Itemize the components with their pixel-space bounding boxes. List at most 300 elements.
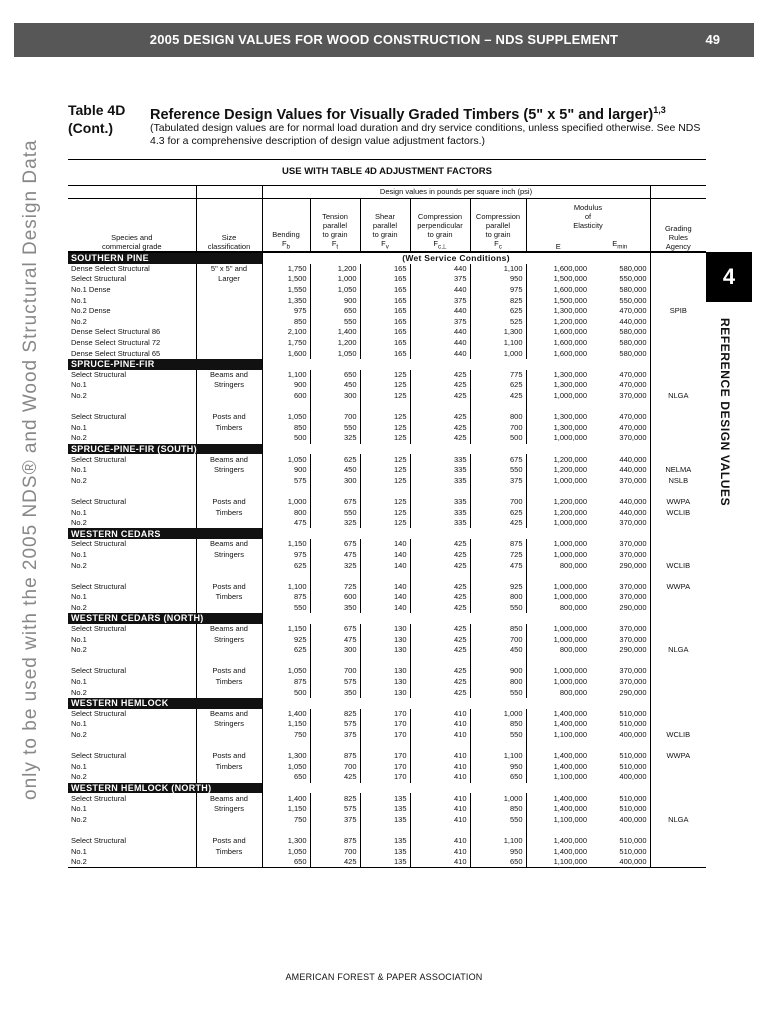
col-bending-sym: F bbox=[281, 238, 287, 248]
value-cell: 500 bbox=[262, 433, 310, 444]
value-cell: 1,200,000 bbox=[526, 454, 590, 465]
value-cell: 600 bbox=[262, 391, 310, 402]
value-cell: 510,000 bbox=[619, 846, 647, 856]
section-note bbox=[262, 359, 650, 370]
section-header-row bbox=[68, 252, 706, 264]
value-cell: 825 bbox=[470, 295, 526, 306]
value-cell: 400,000 bbox=[619, 730, 647, 740]
agency-cell bbox=[650, 338, 706, 349]
value-cell: 625 bbox=[470, 380, 526, 391]
spacer-cell bbox=[526, 825, 590, 836]
header-band bbox=[14, 23, 754, 57]
table-header bbox=[68, 186, 706, 253]
col-comp-par-sub: c bbox=[498, 243, 502, 250]
col-size bbox=[196, 199, 262, 253]
value-cell: 140 bbox=[360, 550, 410, 561]
section-note bbox=[262, 528, 650, 539]
table-title bbox=[150, 101, 710, 124]
value-cell: 170 bbox=[360, 751, 410, 762]
table-number-line2: (Cont.) bbox=[68, 120, 114, 136]
size-cell: Posts and bbox=[196, 751, 262, 762]
spacer-cell bbox=[360, 571, 410, 582]
value-cell: 1,500 bbox=[262, 274, 310, 285]
size-cell: Timbers bbox=[196, 507, 262, 518]
table-row bbox=[68, 751, 706, 762]
table-row bbox=[68, 677, 706, 688]
value-cell: 550 bbox=[470, 814, 526, 825]
col-size-l1: Size bbox=[221, 233, 237, 242]
table-row bbox=[68, 560, 706, 571]
group-spacer bbox=[68, 401, 706, 412]
col-shear-sym: F bbox=[381, 238, 386, 248]
col-size-l2: classification bbox=[207, 242, 251, 251]
header-blank bbox=[68, 186, 196, 199]
value-cell: 1,400,000 bbox=[526, 846, 590, 857]
agency-cell bbox=[650, 433, 706, 444]
value-cell: 470,000 bbox=[619, 380, 647, 390]
grade-cell: No.1 Dense bbox=[71, 285, 111, 295]
section-header: SOUTHERN PINE bbox=[68, 252, 262, 264]
value-cell: 170 bbox=[360, 719, 410, 730]
agency-cell bbox=[650, 772, 706, 783]
value-cell: 1,100 bbox=[262, 370, 310, 381]
value-cell: 800 bbox=[470, 592, 526, 603]
size-cell bbox=[196, 560, 262, 571]
size-cell bbox=[196, 327, 262, 338]
value-cell: 410 bbox=[410, 857, 470, 868]
grade-cell: No.2 bbox=[71, 602, 87, 612]
value-cell: 425 bbox=[410, 645, 470, 656]
value-cell: 900 bbox=[310, 295, 360, 306]
col-agency-l2: Rules bbox=[668, 233, 688, 242]
grade-cell: Select Structural bbox=[71, 624, 127, 634]
value-cell: 875 bbox=[262, 677, 310, 688]
value-cell: 165 bbox=[360, 264, 410, 275]
table-number-line1: Table 4D bbox=[68, 102, 126, 118]
size-cell bbox=[196, 518, 262, 529]
col-emin-sub: min bbox=[617, 243, 628, 250]
value-cell: 1,000,000 bbox=[526, 581, 590, 592]
value-cell: 440,000 bbox=[619, 465, 647, 475]
size-cell: Stringers bbox=[196, 719, 262, 730]
value-cell: 925 bbox=[262, 634, 310, 645]
size-cell bbox=[196, 348, 262, 359]
size-cell: Timbers bbox=[196, 846, 262, 857]
col-comp-par-l1: Compression bbox=[475, 211, 521, 221]
value-cell: 650 bbox=[470, 772, 526, 783]
value-cell: 440 bbox=[410, 264, 470, 275]
value-cell: 1,400 bbox=[310, 327, 360, 338]
size-cell: Posts and bbox=[196, 497, 262, 508]
table-row bbox=[68, 719, 706, 730]
value-cell: 550 bbox=[470, 603, 526, 614]
size-cell: Posts and bbox=[196, 666, 262, 677]
value-cell: 375 bbox=[310, 730, 360, 741]
value-cell: 800 bbox=[470, 677, 526, 688]
value-cell: 1,400,000 bbox=[526, 709, 590, 720]
spacer-cell bbox=[410, 740, 470, 751]
agency-cell bbox=[650, 295, 706, 306]
size-cell: 5" x 5" and bbox=[196, 264, 262, 275]
value-cell: 470,000 bbox=[619, 369, 647, 379]
value-cell: 130 bbox=[360, 624, 410, 635]
spacer-cell bbox=[470, 825, 526, 836]
header-blank bbox=[196, 186, 262, 199]
table-row bbox=[68, 624, 706, 635]
table-row bbox=[68, 645, 706, 656]
spacer-cell bbox=[410, 401, 470, 412]
spacer-cell bbox=[68, 401, 196, 412]
value-cell: 550 bbox=[470, 687, 526, 698]
section-agency-blank bbox=[650, 698, 706, 709]
chapter-tab-label: REFERENCE DESIGN VALUES bbox=[718, 318, 732, 507]
agency-cell bbox=[650, 380, 706, 391]
value-cell: 1,050 bbox=[262, 666, 310, 677]
col-shear-sub: v bbox=[385, 243, 389, 250]
value-cell: 580,000 bbox=[619, 338, 647, 348]
value-cell: 165 bbox=[360, 317, 410, 328]
value-cell: 1,000 bbox=[470, 348, 526, 359]
section-note bbox=[262, 783, 650, 794]
group-spacer bbox=[68, 740, 706, 751]
value-cell: 440 bbox=[410, 285, 470, 296]
value-cell: 410 bbox=[410, 772, 470, 783]
value-cell: 1,300,000 bbox=[526, 380, 590, 391]
value-cell: 825 bbox=[310, 793, 360, 804]
table-body bbox=[68, 252, 706, 868]
value-cell: 1,400,000 bbox=[526, 719, 590, 730]
value-cell: 470,000 bbox=[619, 412, 647, 422]
value-cell: 425 bbox=[410, 677, 470, 688]
table-row bbox=[68, 348, 706, 359]
value-cell: 1,200 bbox=[310, 338, 360, 349]
col-tension bbox=[310, 199, 360, 253]
value-cell: 1,150 bbox=[262, 624, 310, 635]
value-cell: 410 bbox=[410, 730, 470, 741]
grade-cell: No.1 bbox=[71, 507, 87, 517]
value-cell: 1,600,000 bbox=[526, 327, 590, 338]
value-cell: 425 bbox=[410, 560, 470, 571]
grade-cell: Select Structural bbox=[71, 539, 127, 549]
section-header-row bbox=[68, 359, 706, 370]
value-cell: 425 bbox=[410, 603, 470, 614]
grade-cell: No.2 bbox=[71, 730, 87, 740]
value-cell: 125 bbox=[360, 433, 410, 444]
grade-cell: Dense Select Structural bbox=[71, 263, 150, 273]
size-cell bbox=[196, 317, 262, 328]
value-cell: 510,000 bbox=[619, 804, 647, 814]
value-cell: 700 bbox=[310, 846, 360, 857]
grade-cell: Select Structural bbox=[71, 708, 127, 718]
spacer-cell bbox=[196, 825, 262, 836]
grade-cell: Select Structural bbox=[71, 581, 127, 591]
table-row bbox=[68, 380, 706, 391]
spacer-cell bbox=[590, 656, 650, 667]
section-agency-blank bbox=[650, 359, 706, 370]
agency-cell bbox=[650, 719, 706, 730]
value-cell: 425 bbox=[470, 391, 526, 402]
value-cell: 165 bbox=[360, 285, 410, 296]
side-watermark: only to be used with the 2005 NDS® and Wood Structural Design Data bbox=[20, 139, 41, 800]
value-cell: 1,400,000 bbox=[526, 751, 590, 762]
value-cell: 410 bbox=[410, 719, 470, 730]
value-cell: 130 bbox=[360, 634, 410, 645]
value-cell: 425 bbox=[410, 550, 470, 561]
size-cell bbox=[196, 857, 262, 868]
value-cell: 410 bbox=[410, 793, 470, 804]
agency-cell bbox=[650, 412, 706, 423]
table-row bbox=[68, 295, 706, 306]
value-cell: 1,000,000 bbox=[526, 592, 590, 603]
value-cell: 550 bbox=[310, 507, 360, 518]
value-cell: 425 bbox=[310, 857, 360, 868]
value-cell: 1,300 bbox=[262, 836, 310, 847]
value-cell: 125 bbox=[360, 391, 410, 402]
table-row bbox=[68, 274, 706, 285]
col-tension-l3: to grain bbox=[322, 229, 348, 239]
value-cell: 550,000 bbox=[619, 295, 647, 305]
value-cell: 165 bbox=[360, 327, 410, 338]
value-cell: 1,000,000 bbox=[526, 666, 590, 677]
group-spacer bbox=[68, 825, 706, 836]
col-shear-l2: parallel bbox=[372, 220, 398, 230]
value-cell: 1,000,000 bbox=[526, 518, 590, 529]
value-cell: 450 bbox=[470, 645, 526, 656]
agency-cell: WWPA bbox=[650, 497, 706, 508]
value-cell: 135 bbox=[360, 836, 410, 847]
spacer-cell bbox=[526, 656, 590, 667]
value-cell: 1,150 bbox=[262, 719, 310, 730]
value-cell: 825 bbox=[310, 709, 360, 720]
section-note: (Wet Service Conditions) bbox=[262, 252, 650, 264]
grade-cell: No.2 bbox=[71, 391, 87, 401]
value-cell: 550 bbox=[470, 465, 526, 476]
agency-cell bbox=[650, 285, 706, 296]
value-cell: 1,400,000 bbox=[526, 804, 590, 815]
value-cell: 165 bbox=[360, 348, 410, 359]
grade-cell: No.1 bbox=[71, 549, 87, 559]
value-cell: 700 bbox=[470, 423, 526, 434]
value-cell: 1,400,000 bbox=[526, 836, 590, 847]
value-cell: 800,000 bbox=[526, 645, 590, 656]
size-cell: Stringers bbox=[196, 550, 262, 561]
value-cell: 170 bbox=[360, 772, 410, 783]
value-cell: 165 bbox=[360, 295, 410, 306]
table-row bbox=[68, 857, 706, 868]
value-cell: 335 bbox=[410, 518, 470, 529]
divider bbox=[68, 159, 706, 160]
value-cell: 1,300 bbox=[470, 327, 526, 338]
value-cell: 140 bbox=[360, 560, 410, 571]
spacer-cell bbox=[360, 401, 410, 412]
table bbox=[68, 185, 706, 868]
value-cell: 580,000 bbox=[619, 327, 647, 337]
value-cell: 1,300 bbox=[262, 751, 310, 762]
col-moe-group bbox=[526, 203, 650, 230]
table-row bbox=[68, 793, 706, 804]
value-cell: 410 bbox=[410, 836, 470, 847]
grade-cell: Dense Select Structural 65 bbox=[71, 348, 161, 358]
value-cell: 125 bbox=[360, 412, 410, 423]
agency-cell bbox=[650, 348, 706, 359]
value-cell: 370,000 bbox=[619, 666, 647, 676]
spacer-cell bbox=[360, 825, 410, 836]
value-cell: 425 bbox=[410, 592, 470, 603]
value-cell: 900 bbox=[262, 465, 310, 476]
value-cell: 1,000,000 bbox=[526, 677, 590, 688]
value-cell: 350 bbox=[310, 603, 360, 614]
value-cell: 1,050 bbox=[262, 846, 310, 857]
spacer-cell bbox=[590, 740, 650, 751]
value-cell: 370,000 bbox=[619, 549, 647, 559]
value-cell: 425 bbox=[310, 772, 360, 783]
size-cell bbox=[196, 338, 262, 349]
header-title: 2005 DESIGN VALUES FOR WOOD CONSTRUCTION – NDS SUPPLEMENT bbox=[149, 32, 619, 47]
value-cell: 675 bbox=[310, 497, 360, 508]
value-cell: 1,100,000 bbox=[526, 857, 590, 868]
col-agency-l1: Grading bbox=[664, 224, 692, 233]
table-row bbox=[68, 306, 706, 317]
section-header: SPRUCE-PINE-FIR bbox=[68, 359, 262, 370]
header-blank bbox=[650, 186, 706, 199]
value-cell: 335 bbox=[410, 454, 470, 465]
col-bending-sub: b bbox=[286, 243, 291, 250]
grade-cell: No.1 bbox=[71, 422, 87, 432]
spacer-cell bbox=[310, 571, 360, 582]
size-cell bbox=[196, 645, 262, 656]
spacer-cell bbox=[590, 571, 650, 582]
spacer-cell bbox=[410, 656, 470, 667]
value-cell: 140 bbox=[360, 581, 410, 592]
table-row bbox=[68, 454, 706, 465]
grade-cell: Select Structural bbox=[71, 835, 127, 845]
spacer-cell bbox=[196, 740, 262, 751]
spacer-cell bbox=[650, 825, 706, 836]
value-cell: 425 bbox=[410, 687, 470, 698]
value-cell: 450 bbox=[310, 465, 360, 476]
value-cell: 300 bbox=[310, 645, 360, 656]
value-cell: 440,000 bbox=[619, 496, 647, 506]
value-cell: 725 bbox=[470, 550, 526, 561]
value-cell: 450 bbox=[310, 380, 360, 391]
table-row bbox=[68, 412, 706, 423]
value-cell: 550,000 bbox=[619, 274, 647, 284]
section-agency-blank bbox=[650, 613, 706, 624]
value-cell: 335 bbox=[410, 507, 470, 518]
value-cell: 1,100,000 bbox=[526, 730, 590, 741]
agency-cell: NLGA bbox=[650, 391, 706, 402]
value-cell: 370,000 bbox=[619, 539, 647, 549]
col-moe-emin bbox=[573, 199, 650, 253]
value-cell: 425 bbox=[410, 380, 470, 391]
value-cell: 325 bbox=[310, 433, 360, 444]
col-shear-l3: to grain bbox=[372, 229, 398, 239]
table-row bbox=[68, 581, 706, 592]
value-cell: 1,300,000 bbox=[526, 306, 590, 317]
value-cell: 290,000 bbox=[619, 560, 647, 570]
table-row bbox=[68, 391, 706, 402]
grade-cell: No.1 bbox=[71, 592, 87, 602]
value-cell: 1,100 bbox=[470, 264, 526, 275]
value-cell: 170 bbox=[360, 762, 410, 773]
value-cell: 370,000 bbox=[619, 592, 647, 602]
col-emin-sym: E bbox=[612, 238, 618, 248]
value-cell: 140 bbox=[360, 603, 410, 614]
value-cell: 875 bbox=[310, 751, 360, 762]
agency-cell bbox=[650, 550, 706, 561]
value-cell: 165 bbox=[360, 338, 410, 349]
value-cell: 900 bbox=[470, 666, 526, 677]
col-tension-l1: Tension bbox=[322, 211, 348, 221]
value-cell: 125 bbox=[360, 465, 410, 476]
value-cell: 925 bbox=[470, 581, 526, 592]
table-row bbox=[68, 762, 706, 773]
value-cell: 1,200,000 bbox=[526, 317, 590, 328]
value-cell: 600 bbox=[310, 592, 360, 603]
value-cell: 575 bbox=[262, 475, 310, 486]
value-cell: 370,000 bbox=[619, 475, 647, 485]
grade-cell: No.2 bbox=[71, 560, 87, 570]
col-bending-symbol bbox=[266, 239, 307, 252]
col-agency-l3: Agency bbox=[665, 242, 691, 251]
col-comp-perp-l1: Compression bbox=[417, 211, 463, 221]
value-cell: 375 bbox=[410, 317, 470, 328]
value-cell: 370,000 bbox=[619, 634, 647, 644]
spacer-cell bbox=[360, 486, 410, 497]
value-cell: 700 bbox=[310, 762, 360, 773]
size-cell: Timbers bbox=[196, 762, 262, 773]
grade-cell: Dense Select Structural 86 bbox=[71, 327, 161, 337]
value-cell: 1,400,000 bbox=[526, 762, 590, 773]
section-note bbox=[262, 613, 650, 624]
table-row bbox=[68, 327, 706, 338]
spacer-cell bbox=[526, 740, 590, 751]
value-cell: 410 bbox=[410, 762, 470, 773]
grade-cell: Select Structural bbox=[71, 793, 127, 803]
spacer-cell bbox=[526, 571, 590, 582]
spacer-cell bbox=[526, 401, 590, 412]
value-cell: 1,000,000 bbox=[526, 391, 590, 402]
value-cell: 850 bbox=[470, 719, 526, 730]
value-cell: 475 bbox=[470, 560, 526, 571]
value-cell: 425 bbox=[410, 370, 470, 381]
value-cell: 410 bbox=[410, 804, 470, 815]
use-with-heading: USE WITH TABLE 4D ADJUSTMENT FACTORS bbox=[282, 166, 492, 177]
value-cell: 130 bbox=[360, 687, 410, 698]
agency-cell bbox=[650, 518, 706, 529]
agency-cell bbox=[650, 666, 706, 677]
table-subtitle: (Tabulated design values are for normal load duration and dry service conditions, unless specified otherwise. See NDS 4.3 for a comprehensive description of design value adjustment factors.) bbox=[150, 122, 701, 147]
agency-cell bbox=[650, 793, 706, 804]
value-cell: 1,000,000 bbox=[526, 539, 590, 550]
spacer-cell bbox=[310, 825, 360, 836]
spacer-cell bbox=[196, 401, 262, 412]
spacer-cell bbox=[590, 486, 650, 497]
col-comp-perp-l2: perpendicular bbox=[417, 220, 463, 230]
spacer-cell bbox=[650, 571, 706, 582]
chapter-tab: 4 bbox=[706, 252, 752, 302]
col-comp-perp-sym: F bbox=[433, 238, 438, 248]
value-cell: 475 bbox=[310, 634, 360, 645]
table-row bbox=[68, 507, 706, 518]
value-cell: 700 bbox=[470, 497, 526, 508]
value-cell: 675 bbox=[310, 539, 360, 550]
value-cell: 135 bbox=[360, 846, 410, 857]
value-cell: 400,000 bbox=[590, 857, 650, 868]
grade-cell: No.1 bbox=[71, 719, 87, 729]
value-cell: 575 bbox=[310, 719, 360, 730]
spacer-cell bbox=[360, 740, 410, 751]
